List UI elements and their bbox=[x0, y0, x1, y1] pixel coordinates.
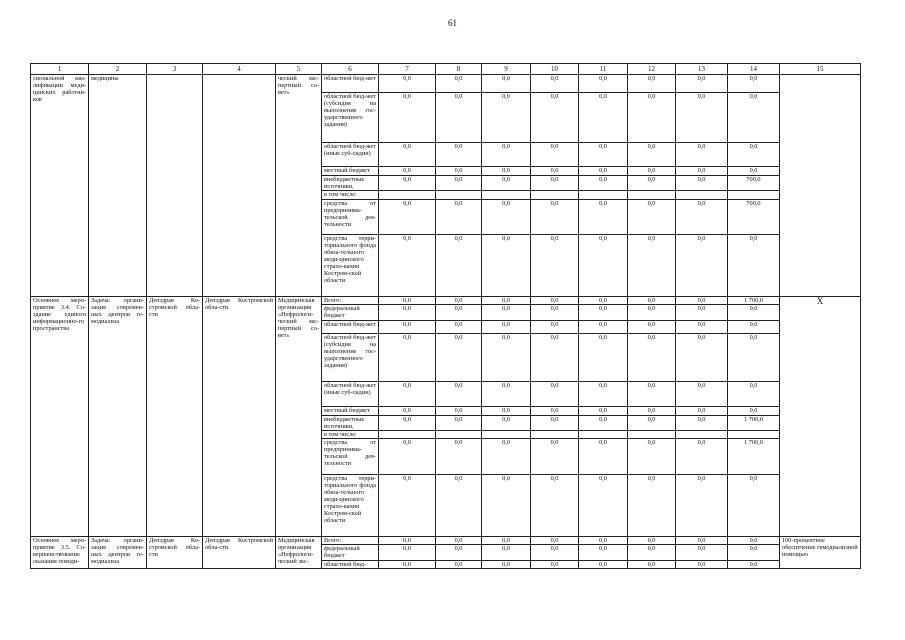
value-cell: 0,0 bbox=[676, 439, 728, 474]
value-cell: 0,0 bbox=[728, 305, 780, 321]
value-cell bbox=[531, 191, 579, 199]
value-cell: 0,0 bbox=[628, 439, 676, 474]
value-cell bbox=[676, 431, 728, 439]
value-cell: 0,0 bbox=[579, 415, 628, 431]
column-header-9: 9 bbox=[482, 64, 531, 75]
value-cell: 0,0 bbox=[436, 175, 482, 191]
value-cell: 0,0 bbox=[379, 175, 436, 191]
value-cell: 0,0 bbox=[628, 560, 676, 569]
value-cell: 0,0 bbox=[482, 305, 531, 321]
value-cell: 0,0 bbox=[579, 560, 628, 569]
value-cell: 0,0 bbox=[579, 333, 628, 381]
column-header-6: 6 bbox=[322, 64, 379, 75]
value-cell: 0,0 bbox=[579, 305, 628, 321]
funding-source-cell: внебюджетные источники, bbox=[322, 415, 379, 431]
value-cell: 0,0 bbox=[579, 75, 628, 93]
value-cell: 0,0 bbox=[482, 92, 531, 142]
header-row bbox=[31, 64, 861, 75]
value-cell: 0,0 bbox=[482, 474, 531, 536]
value-cell: 0,0 bbox=[379, 560, 436, 569]
value-cell: 0,0 bbox=[676, 333, 728, 381]
value-cell: 0,0 bbox=[531, 305, 579, 321]
value-cell: 0,0 bbox=[379, 439, 436, 474]
value-cell: 0,0 bbox=[436, 234, 482, 296]
partners-cell: Депздрав Костромской обла-сти bbox=[203, 296, 276, 536]
note-cell: 100-процентное обеспечение гемодиализной помощью bbox=[780, 536, 861, 568]
value-cell: 0,0 bbox=[579, 474, 628, 536]
value-cell: 700,0 bbox=[728, 175, 780, 191]
funding-source-cell: средства от предпринима-тельской дея-тельности bbox=[322, 439, 379, 474]
value-cell: 0,0 bbox=[628, 320, 676, 333]
value-cell: 0,0 bbox=[676, 474, 728, 536]
executor-cell: Депздрав Ко-стромской обла-сти bbox=[147, 536, 203, 568]
value-cell: 0,0 bbox=[728, 234, 780, 296]
value-cell: 0,0 bbox=[379, 167, 436, 175]
value-cell: 0,0 bbox=[628, 199, 676, 234]
value-cell: 0,0 bbox=[728, 320, 780, 333]
funding-source-cell: средства терри-ториального фонда обяза-тельного меди-цинского страхо-вания Костром-ской области bbox=[322, 234, 379, 296]
value-cell: 0,0 bbox=[436, 381, 482, 407]
funding-source-cell: областной бюд-жет (иные суб-сидии) bbox=[322, 142, 379, 167]
column-header-10: 10 bbox=[531, 64, 579, 75]
funding-source-cell: областной бюд-жет bbox=[322, 75, 379, 93]
column-header-11: 11 bbox=[579, 64, 628, 75]
value-cell: 0,0 bbox=[436, 415, 482, 431]
value-cell: 0,0 bbox=[676, 407, 728, 415]
value-cell: 0,0 bbox=[531, 536, 579, 544]
value-cell: 0,0 bbox=[379, 75, 436, 93]
value-cell: 0,0 bbox=[676, 167, 728, 175]
funding-source-cell: Всего: bbox=[322, 536, 379, 544]
value-cell: 0,0 bbox=[579, 92, 628, 142]
value-cell: 0,0 bbox=[531, 439, 579, 474]
value-cell bbox=[436, 191, 482, 199]
value-cell: 0,0 bbox=[379, 407, 436, 415]
value-cell: 0,0 bbox=[728, 381, 780, 407]
value-cell: 0,0 bbox=[579, 536, 628, 544]
value-cell: 0,0 bbox=[628, 296, 676, 304]
value-cell: 0,0 bbox=[436, 544, 482, 560]
value-cell: 0,0 bbox=[531, 415, 579, 431]
task-cell: Задача: органи-зация современ-ных центров ге-модиализа bbox=[89, 536, 147, 568]
funding-source-cell: областной бюд-жет bbox=[322, 320, 379, 333]
column-header-13: 13 bbox=[676, 64, 728, 75]
value-cell bbox=[579, 431, 628, 439]
value-cell: 0,0 bbox=[676, 415, 728, 431]
value-cell: 0,0 bbox=[379, 199, 436, 234]
value-cell: 0,0 bbox=[579, 544, 628, 560]
value-cell bbox=[728, 191, 780, 199]
value-cell: 0,0 bbox=[676, 320, 728, 333]
note-cell bbox=[780, 75, 861, 296]
value-cell: 0,0 bbox=[482, 560, 531, 569]
value-cell: 0,0 bbox=[728, 167, 780, 175]
value-cell: 1 700,0 bbox=[728, 415, 780, 431]
value-cell: 0,0 bbox=[676, 75, 728, 93]
executor-cell bbox=[147, 75, 203, 296]
value-cell: 0,0 bbox=[676, 92, 728, 142]
value-cell: 0,0 bbox=[579, 320, 628, 333]
value-cell: 0,0 bbox=[579, 296, 628, 304]
funding-source-cell: Всего: bbox=[322, 296, 379, 304]
value-cell: 0,0 bbox=[628, 305, 676, 321]
value-cell: 0,0 bbox=[379, 142, 436, 167]
table-body bbox=[31, 64, 861, 569]
value-cell: 0,0 bbox=[531, 142, 579, 167]
value-cell: 0,0 bbox=[728, 75, 780, 93]
value-cell: 0,0 bbox=[531, 320, 579, 333]
value-cell: 0,0 bbox=[531, 381, 579, 407]
value-cell: 0,0 bbox=[676, 234, 728, 296]
value-cell: 0,0 bbox=[379, 544, 436, 560]
activity-cell: сиональной ква-лификации меди-цинских работни-ков bbox=[31, 75, 89, 296]
value-cell: 0,0 bbox=[531, 333, 579, 381]
value-cell: 0,0 bbox=[531, 167, 579, 175]
value-cell: 0,0 bbox=[628, 407, 676, 415]
value-cell bbox=[436, 431, 482, 439]
value-cell: 0,0 bbox=[728, 536, 780, 544]
value-cell: 0,0 bbox=[579, 199, 628, 234]
value-cell: 0,0 bbox=[379, 234, 436, 296]
value-cell: 0,0 bbox=[379, 536, 436, 544]
funding-source-cell: в том числе: bbox=[322, 191, 379, 199]
column-header-7: 7 bbox=[379, 64, 436, 75]
funding-source-cell: областной бюд-жет (иные суб-сидии) bbox=[322, 381, 379, 407]
value-cell: 0,0 bbox=[379, 415, 436, 431]
value-cell: 0,0 bbox=[628, 167, 676, 175]
value-cell: 0,0 bbox=[436, 320, 482, 333]
value-cell: 0,0 bbox=[579, 167, 628, 175]
table-row bbox=[31, 296, 861, 304]
funding-source-cell: областной бюд- bbox=[322, 560, 379, 569]
column-header-12: 12 bbox=[628, 64, 676, 75]
funding-source-cell: средства терри-ториального фонда обяза-тельного меди-цинского страхо-вания Костром-ской области bbox=[322, 474, 379, 536]
value-cell: 0,0 bbox=[676, 142, 728, 167]
value-cell: 0,0 bbox=[628, 536, 676, 544]
value-cell: 0,0 bbox=[436, 167, 482, 175]
value-cell: 0,0 bbox=[482, 75, 531, 93]
funding-source-cell: внебюджетные источники, bbox=[322, 175, 379, 191]
value-cell: 0,0 bbox=[676, 544, 728, 560]
value-cell: 0,0 bbox=[436, 142, 482, 167]
column-header-1: 1 bbox=[31, 64, 89, 75]
value-cell: 0,0 bbox=[531, 474, 579, 536]
value-cell: 0,0 bbox=[628, 234, 676, 296]
value-cell: 0,0 bbox=[676, 560, 728, 569]
funding-source-cell: федеральный бюджет bbox=[322, 544, 379, 560]
funding-source-cell: федеральный бюджет bbox=[322, 305, 379, 321]
value-cell: 0,0 bbox=[482, 333, 531, 381]
value-cell: 0,0 bbox=[436, 305, 482, 321]
partners-cell: Депздрав Костромской обла-сти bbox=[203, 536, 276, 568]
value-cell bbox=[579, 191, 628, 199]
value-cell: 0,0 bbox=[579, 142, 628, 167]
value-cell: 0,0 bbox=[628, 175, 676, 191]
value-cell: 0,0 bbox=[728, 544, 780, 560]
value-cell: 0,0 bbox=[482, 439, 531, 474]
value-cell: 0,0 bbox=[436, 560, 482, 569]
value-cell: 0,0 bbox=[531, 407, 579, 415]
value-cell: 0,0 bbox=[628, 142, 676, 167]
value-cell: 0,0 bbox=[531, 296, 579, 304]
value-cell bbox=[628, 191, 676, 199]
value-cell: 0,0 bbox=[676, 296, 728, 304]
value-cell: 0,0 bbox=[531, 234, 579, 296]
value-cell: 0,0 bbox=[436, 407, 482, 415]
value-cell: 0,0 bbox=[379, 305, 436, 321]
value-cell: 0,0 bbox=[728, 92, 780, 142]
value-cell: 0,0 bbox=[728, 560, 780, 569]
result-cell: Медицинская организация «Нефрологи-ческий экс-пертный со-вет» bbox=[276, 296, 322, 536]
value-cell: 0,0 bbox=[579, 407, 628, 415]
value-cell: 0,0 bbox=[628, 92, 676, 142]
value-cell: 0,0 bbox=[579, 439, 628, 474]
value-cell: 0,0 bbox=[379, 474, 436, 536]
value-cell: 0,0 bbox=[676, 381, 728, 407]
funding-source-cell: в том числе: bbox=[322, 431, 379, 439]
value-cell: 0,0 bbox=[531, 175, 579, 191]
value-cell: 0,0 bbox=[579, 381, 628, 407]
value-cell: 0,0 bbox=[728, 474, 780, 536]
task-cell: медицины bbox=[89, 75, 147, 296]
value-cell: 0,0 bbox=[379, 381, 436, 407]
value-cell: 0,0 bbox=[482, 320, 531, 333]
value-cell: 0,0 bbox=[482, 167, 531, 175]
funding-source-cell: областной бюд-жет (субсидия на выполнение гос-ударственного задания) bbox=[322, 333, 379, 381]
partners-cell bbox=[203, 75, 276, 296]
funding-source-cell: областной бюд-жет (субсидия на выполнение гос-ударственного задания) bbox=[322, 92, 379, 142]
value-cell: 0,0 bbox=[379, 333, 436, 381]
column-header-2: 2 bbox=[89, 64, 147, 75]
value-cell: 0,0 bbox=[436, 333, 482, 381]
value-cell bbox=[482, 191, 531, 199]
value-cell: 0,0 bbox=[482, 544, 531, 560]
value-cell: 0,0 bbox=[379, 92, 436, 142]
column-header-8: 8 bbox=[436, 64, 482, 75]
value-cell: 0,0 bbox=[436, 536, 482, 544]
column-header-15: 15 bbox=[780, 64, 861, 75]
value-cell: 0,0 bbox=[628, 474, 676, 536]
value-cell bbox=[379, 191, 436, 199]
value-cell: 0,0 bbox=[482, 142, 531, 167]
value-cell: 0,0 bbox=[531, 544, 579, 560]
result-cell: Медицинская организация «Нефрологи-ческий экс- bbox=[276, 536, 322, 568]
value-cell: 0,0 bbox=[482, 536, 531, 544]
value-cell: 0,0 bbox=[436, 296, 482, 304]
value-cell: 0,0 bbox=[628, 415, 676, 431]
value-cell: 0,0 bbox=[379, 320, 436, 333]
value-cell: 0,0 bbox=[676, 175, 728, 191]
budget-table bbox=[30, 63, 861, 569]
value-cell: 0,0 bbox=[379, 296, 436, 304]
value-cell bbox=[676, 191, 728, 199]
page-number: 61 bbox=[448, 18, 457, 28]
value-cell: 0,0 bbox=[531, 75, 579, 93]
note-cell: Х bbox=[780, 296, 861, 536]
value-cell: 0,0 bbox=[436, 92, 482, 142]
value-cell: 0,0 bbox=[482, 234, 531, 296]
value-cell: 0,0 bbox=[436, 199, 482, 234]
value-cell: 0,0 bbox=[436, 474, 482, 536]
value-cell bbox=[482, 431, 531, 439]
value-cell: 0,0 bbox=[531, 199, 579, 234]
value-cell: 0,0 bbox=[728, 333, 780, 381]
value-cell: 0,0 bbox=[482, 199, 531, 234]
result-cell: ческий экс-пертный со-вет» bbox=[276, 75, 322, 296]
column-header-3: 3 bbox=[147, 64, 203, 75]
table-row bbox=[31, 75, 861, 93]
table-row bbox=[31, 536, 861, 544]
value-cell: 0,0 bbox=[728, 407, 780, 415]
funding-source-cell: средства от предпринима-тельской дея-тельности bbox=[322, 199, 379, 234]
value-cell: 0,0 bbox=[628, 333, 676, 381]
value-cell: 1 700,0 bbox=[728, 296, 780, 304]
value-cell: 0,0 bbox=[482, 175, 531, 191]
value-cell: 0,0 bbox=[628, 544, 676, 560]
value-cell: 0,0 bbox=[728, 142, 780, 167]
value-cell: 0,0 bbox=[436, 75, 482, 93]
value-cell bbox=[628, 431, 676, 439]
funding-source-cell: местный бюджет bbox=[322, 407, 379, 415]
funding-source-cell: местный бюджет bbox=[322, 167, 379, 175]
value-cell: 0,0 bbox=[676, 536, 728, 544]
value-cell: 0,0 bbox=[628, 75, 676, 93]
value-cell: 0,0 bbox=[482, 381, 531, 407]
value-cell: 0,0 bbox=[628, 381, 676, 407]
task-cell: Задача: органи-зация современ-ных центров ге-модиализа bbox=[89, 296, 147, 536]
value-cell: 1 700,0 bbox=[728, 439, 780, 474]
value-cell: 700,0 bbox=[728, 199, 780, 234]
executor-cell: Депздрав Ко-стромской обла-сти bbox=[147, 296, 203, 536]
value-cell bbox=[531, 431, 579, 439]
value-cell: 0,0 bbox=[579, 175, 628, 191]
value-cell: 0,0 bbox=[436, 439, 482, 474]
value-cell: 0,0 bbox=[482, 415, 531, 431]
value-cell: 0,0 bbox=[531, 92, 579, 142]
value-cell bbox=[728, 431, 780, 439]
activity-cell: Основное меро-приятие 3.4. Со-здание единого информационно-го пространства bbox=[31, 296, 89, 536]
value-cell bbox=[379, 431, 436, 439]
column-header-4: 4 bbox=[203, 64, 276, 75]
column-header-5: 5 bbox=[276, 64, 322, 75]
value-cell: 0,0 bbox=[531, 560, 579, 569]
activity-cell: Основное меро-приятие 3.5. Со-вершенствование оказания гемоди- bbox=[31, 536, 89, 568]
value-cell: 0,0 bbox=[482, 296, 531, 304]
value-cell: 0,0 bbox=[482, 407, 531, 415]
column-header-14: 14 bbox=[728, 64, 780, 75]
value-cell: 0,0 bbox=[676, 199, 728, 234]
value-cell: 0,0 bbox=[579, 234, 628, 296]
value-cell: 0,0 bbox=[676, 305, 728, 321]
